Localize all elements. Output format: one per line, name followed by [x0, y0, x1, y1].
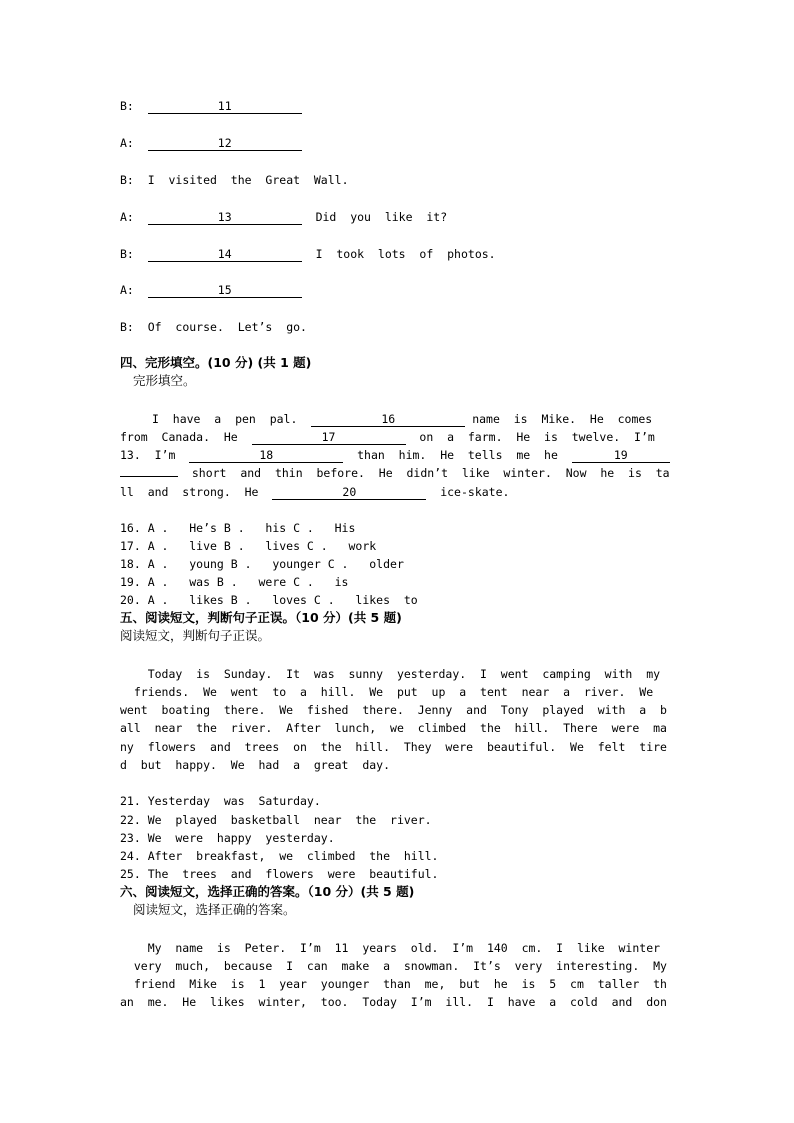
- speaker-label: B:: [120, 99, 134, 113]
- cloze-line-3: [120, 447, 670, 463]
- statement-24[interactable]: 24. After breakfast, we climbed the hill.: [120, 849, 439, 863]
- passage-line: d but happy. We had a great day.: [120, 758, 391, 772]
- option-row-20[interactable]: 20. A . likes B . loves C . likes to: [120, 593, 418, 607]
- dialog-line-3: [120, 172, 349, 188]
- passage-text: ice-skate.: [440, 485, 510, 499]
- dialog-line-15: [120, 282, 302, 298]
- cloze-line-5: [120, 484, 509, 500]
- passage-text: from Canada. He: [120, 430, 238, 444]
- speaker-label: B:: [120, 320, 134, 334]
- statement-23[interactable]: 23. We were happy yesterday.: [120, 831, 335, 845]
- section-instruction-true-false: 阅读短文，判断句子正误。: [120, 628, 271, 643]
- option-row-18[interactable]: 18. A . young B . younger C . older: [120, 557, 404, 571]
- section-heading-true-false: 五、阅读短文，判断句子正误。（10 分）(共 5 题): [120, 610, 402, 625]
- statement-22[interactable]: 22. We played basketball near the river.: [120, 813, 432, 827]
- cloze-line-2: [120, 429, 655, 445]
- statement-21[interactable]: 21. Yesterday was Saturday.: [120, 794, 321, 808]
- dialog-line-12: [120, 135, 302, 151]
- passage-line: all near the river. After lunch, we climbed the hill. There were ma: [120, 721, 667, 735]
- cloze-blank-16[interactable]: 16: [311, 413, 465, 427]
- section-instruction-cloze: 完形填空。: [133, 373, 196, 388]
- passage-text: short and thin before. He didn’t like winter. Now he is ta: [191, 466, 670, 480]
- passage-line: an me. He likes winter, too. Today I’m ill. I have a cold and don: [120, 995, 667, 1009]
- cloze-blank-19-continued: [120, 476, 178, 477]
- statement-25[interactable]: 25. The trees and flowers were beautiful.: [120, 867, 439, 881]
- passage-line: friends. We went to a hill. We put up a tent near a river. We: [120, 685, 654, 699]
- section-heading-multiple-choice: 六、阅读短文，选择正确的答案。（10 分）(共 5 题): [120, 884, 415, 899]
- speaker-label: B:: [120, 247, 134, 261]
- speaker-label: A:: [120, 136, 134, 150]
- speaker-label: B:: [120, 173, 134, 187]
- cloze-blank-20[interactable]: 20: [272, 486, 426, 500]
- cloze-line-4: [120, 465, 670, 481]
- passage-line: very much, because I can make a snowman. It’s very interesting. My: [120, 959, 667, 973]
- cloze-blank-17[interactable]: 17: [252, 431, 406, 445]
- answer-blank-12[interactable]: 12: [148, 137, 302, 151]
- cloze-line-1: [152, 411, 652, 427]
- section-heading-cloze: 四、完形填空。(10 分) (共 1 题): [120, 355, 312, 370]
- cloze-blank-18[interactable]: 18: [189, 449, 343, 463]
- section-instruction-multiple-choice: 阅读短文，选择正确的答案。: [133, 902, 296, 917]
- dialog-text: Did you like it?: [315, 210, 448, 224]
- dialog-text: I visited the Great Wall.: [147, 173, 349, 187]
- speaker-label: A:: [120, 283, 134, 297]
- passage-line: friend Mike is 1 year younger than me, but he is 5 cm taller th: [120, 977, 667, 991]
- dialog-line-14: [120, 246, 496, 262]
- passage-text: 13. I’m: [120, 448, 176, 462]
- option-row-17[interactable]: 17. A . live B . lives C . work: [120, 539, 377, 553]
- dialog-text: I took lots of photos.: [315, 247, 496, 261]
- passage-text: on a farm. He is twelve. I’m: [419, 430, 655, 444]
- passage-line: went boating there. We fished there. Jenny and Tony played with a b: [120, 703, 667, 717]
- answer-blank-11[interactable]: 11: [148, 100, 302, 114]
- cloze-blank-19[interactable]: 19: [572, 449, 670, 463]
- speaker-label: A:: [120, 210, 134, 224]
- passage-text: than him. He tells me he: [357, 448, 558, 462]
- answer-blank-14[interactable]: 14: [148, 248, 302, 262]
- passage-line: Today is Sunday. It was sunny yesterday. I went camping with my: [120, 667, 661, 681]
- dialog-text: Of course. Let’s go.: [147, 320, 307, 334]
- passage-line: My name is Peter. I’m 11 years old. I’m 140 cm. I like winter: [120, 941, 661, 955]
- passage-text: name is Mike. He comes: [472, 412, 653, 426]
- passage-text: I have a pen pal.: [152, 412, 298, 426]
- dialog-line-11: [120, 98, 302, 114]
- passage-text: ll and strong. He: [120, 485, 259, 499]
- dialog-line-7: [120, 319, 307, 335]
- answer-blank-13[interactable]: 13: [148, 211, 302, 225]
- answer-blank-15[interactable]: 15: [148, 284, 302, 298]
- option-row-19[interactable]: 19. A . was B . were C . is: [120, 575, 349, 589]
- passage-line: ny flowers and trees on the hill. They were beautiful. We felt tire: [120, 740, 667, 754]
- option-row-16[interactable]: 16. A . He’s B . his C . His: [120, 521, 356, 535]
- dialog-line-13: [120, 209, 447, 225]
